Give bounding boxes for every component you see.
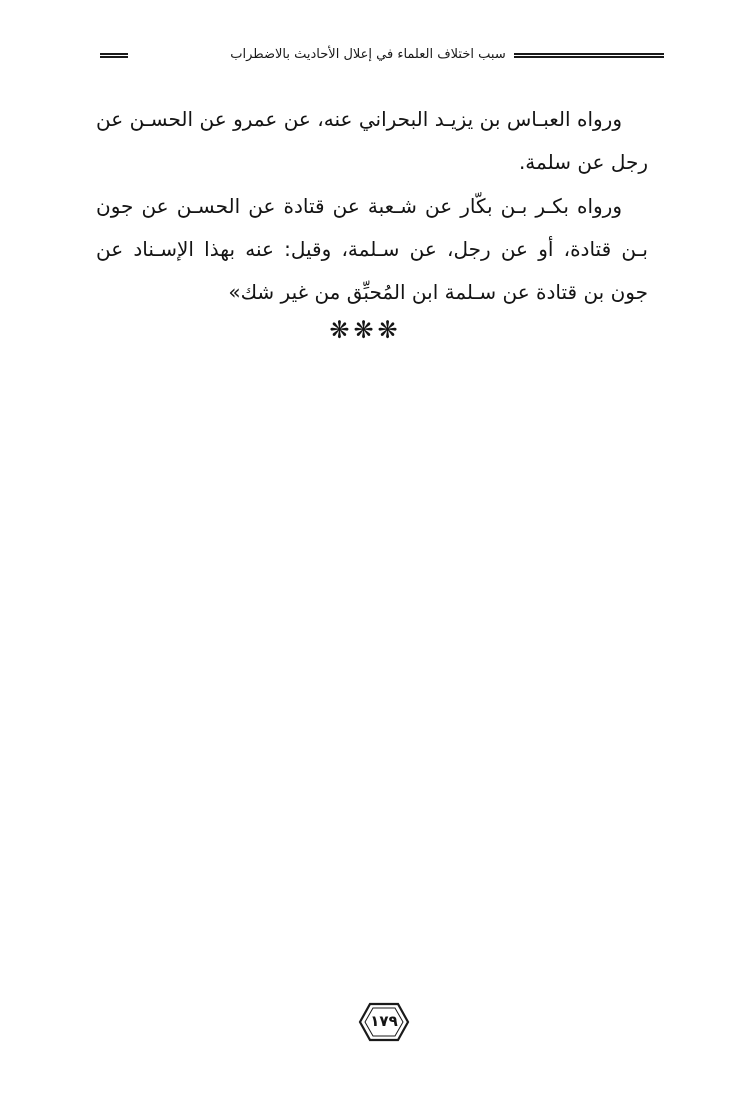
paragraph-2: ورواه بكـر بـن بكّار عن شـعبة عن قتادة عن الحسـن عن جون بـن قتادة، أو عن رجل، عن سـلمة، وقيل: عنه بهذا الإسـناد عن جون بن قتادة عن سـلمة ابن المُحبِّق من غير شك» (96, 194, 648, 304)
page-number-ornament (356, 1000, 412, 1044)
page-number: ١٧٩ (370, 1012, 398, 1030)
body-text (96, 98, 648, 315)
section-separator: ❋❋❋ (329, 316, 402, 344)
header-rule-left (100, 53, 128, 58)
header-title: سبب اختلاف العلماء في إعلال الأحاديث بالاضطراب (230, 47, 506, 62)
paragraph-1: ورواه العبـاس بن يزيـد البحراني عنه، عن عمرو عن الحسـن عن رجل عن سلمة. (96, 107, 648, 174)
running-header (100, 44, 664, 68)
header-rule-right (514, 53, 664, 58)
